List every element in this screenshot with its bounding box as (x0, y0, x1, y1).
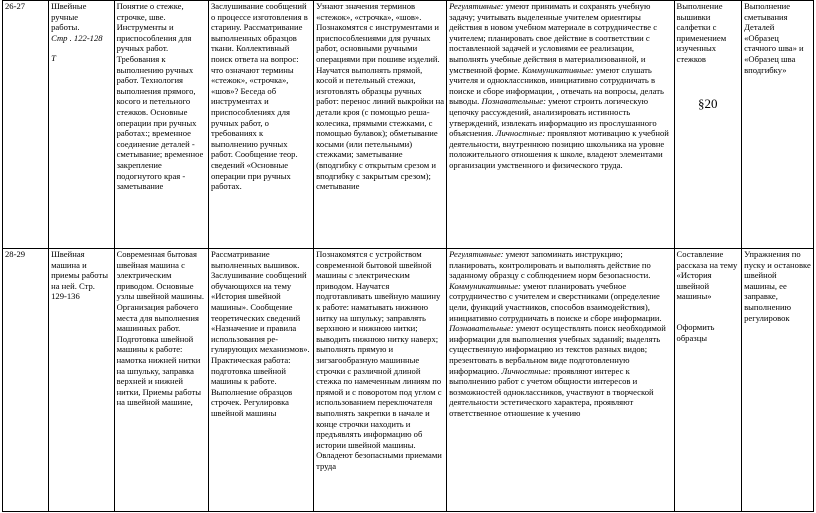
teacher-activity: Рассматривание выполненных вышивок. Заслушивание сообщений обучающихся на тему «История швейной машины». Сообщение теоретических сведений «Назначение и правила использования регулирующих механизмов». Практическая работа: подготовка швейной машины к работе. Выполнение образцов строчек. Регулировка швейной машины (208, 249, 313, 512)
practical-cell: Упражнения по пуску и остановке швейной машины, ее заправке, выполнению регулировок (742, 249, 814, 512)
lesson-topic: Швейная машина и приемы работы на ней. Стр. 129-136 (49, 249, 114, 512)
section-ref: §20 (698, 95, 718, 111)
teacher-activity: Заслушивание сообщений о процессе изготовления в старину. Рассматривание выполненных образцов ткани. Коллективный поиск ответа на вопрос: что означают термины «стежок», «строчка», «шов»? Беседа об инструментах и приспособлениях для ручных работ, о требованиях к выполнению ручных работ. Сообщение теор. сведений «Основные операции при ручных работах. (208, 1, 313, 249)
table-row (3, 1, 814, 249)
lesson-number: 28-29 (3, 249, 49, 512)
homework-cell: Выполнение вышивки салфетки с применением изученных стежков §20 (674, 1, 742, 249)
lesson-content: Современная бытовая швейная машина с электрическим приводом. Основные узлы швейной машины. Организация рабочего места для выполнения машинных работ. Подготовка швейной машины к работе: намотка нижней нитки на шпульку, заправка верхней и нижней нитки, Приемы работы на швейной машине, (114, 249, 208, 512)
table-row (3, 249, 814, 512)
uud-cell: Регулятивные: умеют запоминать инструкцию; планировать, контролировать и выполнять действие по заданному образцу с соблюдением норм безопасности. Коммуникативные: умеют планировать учебное сотрудничество с учителем и сверстниками (определение цели, функций участников, способов взаимодействия), инициативно сотрудничать в поиске и сборе информации. Познавательные: умеют осуществлять поиск необходимой информации для выполнения учебных заданий; выделять существенную информацию из текстов разных видов; презентовать в вербальном виде подготовленную информацию. Личностные: проявляют интерес к выполнению работ с учетом общности интересов и возможностей одноклассников, участвуют в творческой деятельности эстетического характера, проявляют ответственное отношение к учению (447, 249, 674, 512)
lesson-content: Понятие о стежке, строчке, шве. Инструменты и приспособления для ручных работ. Требования к выполнению ручных работ. Технология выполнения прямого, косого и петельного стежков. Основные операции при ручных работах:; временное соединение деталей - сметывание; временное закрепление подогнутого края - заметывание (114, 1, 208, 249)
topic-type: Т (51, 53, 56, 64)
lesson-topic: Швейные ручные работы. Стр . 122-128 Т (49, 1, 114, 249)
homework-cell: Составление рассказа на тему «История швейной машины» Оформить образцы (674, 249, 742, 512)
practical-cell: Выполнение сметывания Деталей «Образец стачного шва» и «Образец шва вподгибку» (742, 1, 814, 249)
topic-pages: Стр . 122-128 (51, 32, 103, 43)
lesson-number: 26-27 (3, 1, 49, 249)
uud-cell: Регулятивные: умеют принимать и сохранять учебную задачу; учитывать выделенные учителем ориентиры действия в новом учебном материале в сотрудничестве с учителем; планировать свое действие в соответствии с поставленной задачей и условиями ее реализации, выполнять учебные действия в материализованной, и умственной форме. Коммуникативные: умеют слушать учителя и одноклассников, инициативно сотрудничать в поиске и сборе информации, , отвечать на вопросы, делать выводы. Познавательные: умеют строить логическую цепочку рассуждений, анализировать истинность утверждений, извлекать информацию из прослушанного объяснения. Личностные: проявляют мотивацию к учебной деятельности, внутреннюю позицию школьника на уровне положительного отношения к школе, владеют элементами организации умственного и физического труда. (447, 1, 674, 249)
student-activity: Узнают значения терминов «стежок», «строчка», «шов». Познакомятся с инструментами и приспособлениями для ручных работ, основными ручными операциями при пошиве изделий. Научатся выполнять прямой, косой и петельный стежки, изготовлять образцы ручных работ: перенос линий выкройки на детали кроя (с помощью реша-колесика, прямыми стежками, с помощью булавок); обметывание косыми (или петельными) стежками; заметывание (вподгибку с открытым срезом и вподгибку с закрытым срезом); сметывание (314, 1, 447, 249)
lesson-plan-table (2, 0, 814, 512)
student-activity: Познакомятся с устройством современной бытовой швейной машины с электрическим приводом. Научатся подготавливать швейную машину к работе: наматывать нижнюю нитку на шпульку; заправлять верхнюю и нижнюю нитки; выводить нижнюю нитку наверх; выполнять прямую и зигзагообразную машинные строчки с различной длиной стежка по намеченным линиям по прямой и с поворотом под углом с использованием переключателя выполнять закрепки в начале и конце строчки находить и предъявлять информацию об истории швейной машины. Овладеют безопасными приемами труда (314, 249, 447, 512)
